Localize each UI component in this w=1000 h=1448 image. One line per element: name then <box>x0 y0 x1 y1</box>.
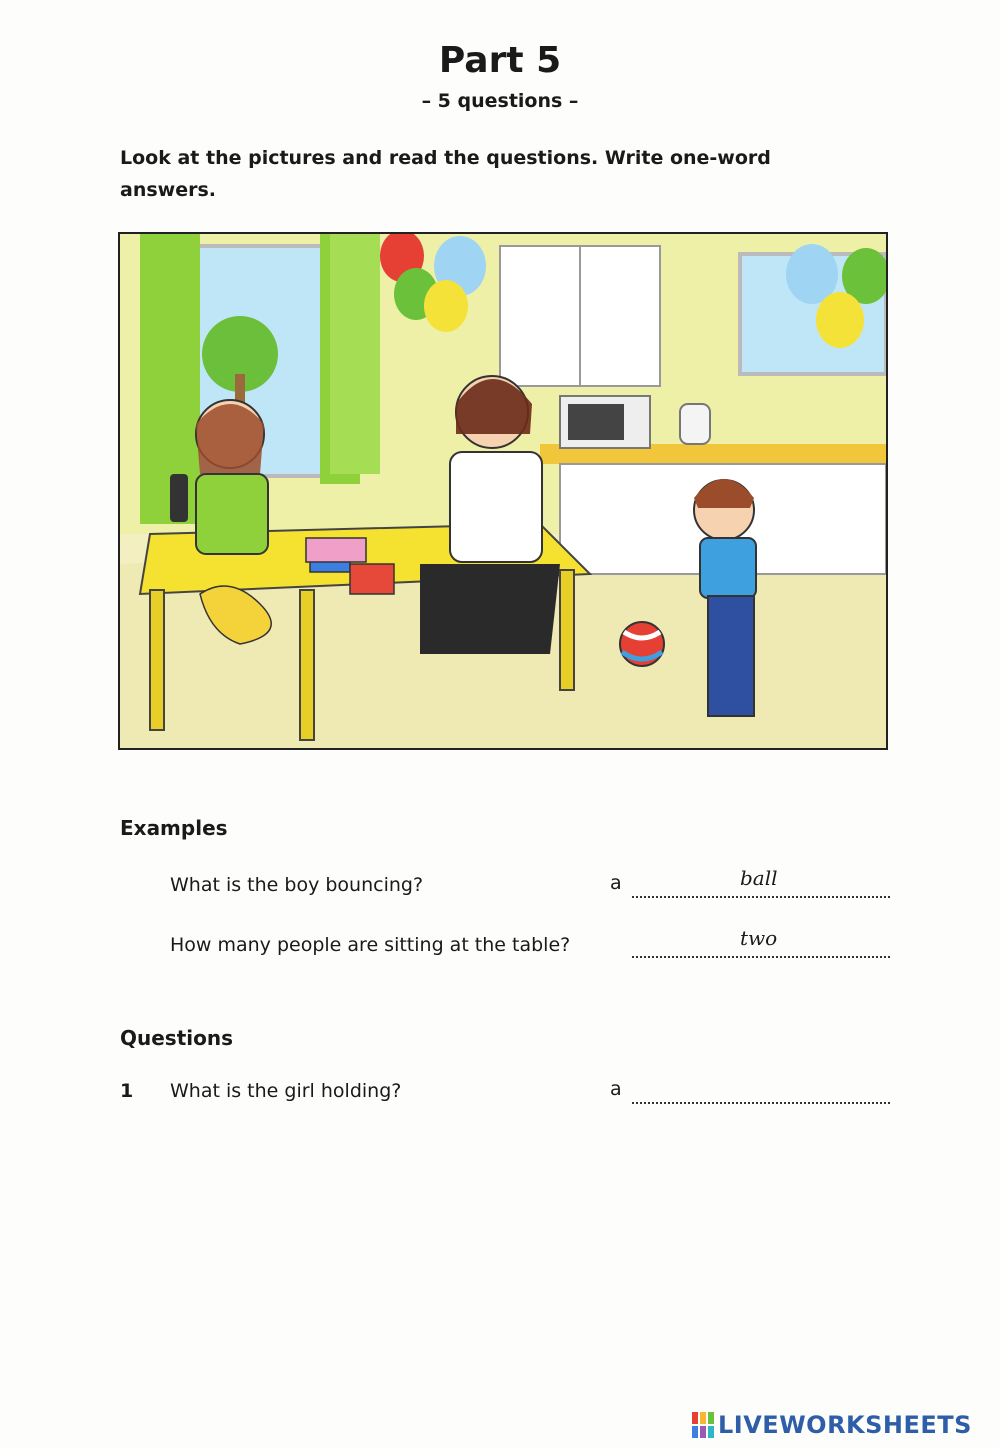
example-answer: ball <box>740 866 778 890</box>
example-row <box>120 928 892 968</box>
examples-heading: Examples <box>120 816 228 840</box>
answer-line <box>632 890 890 898</box>
page-title: Part 5 <box>438 40 562 81</box>
instructions-text: Look at the pictures and read the questions. Write one-word answers. <box>120 147 771 201</box>
liveworksheets-logo-icon <box>692 1412 714 1438</box>
liveworksheets-brand <box>692 1410 972 1440</box>
question-number: 1 <box>120 1080 134 1102</box>
question-text: What is the girl holding? <box>170 1080 402 1102</box>
example-answer: two <box>740 926 778 950</box>
answer-line[interactable] <box>632 1096 890 1104</box>
question-article: a <box>610 1078 622 1100</box>
questions-heading: Questions <box>120 1026 234 1050</box>
question-row <box>120 1074 892 1114</box>
example-question: What is the boy bouncing? <box>170 874 424 896</box>
kitchen-illustration <box>118 232 888 750</box>
page-subtitle: – 5 questions – <box>421 90 579 112</box>
example-question: How many people are sitting at the table? <box>170 934 571 956</box>
brand-name: LIVEWORKSHEETS <box>718 1411 972 1439</box>
example-article: a <box>610 872 622 894</box>
answer-line <box>632 950 890 958</box>
example-row <box>120 868 892 908</box>
